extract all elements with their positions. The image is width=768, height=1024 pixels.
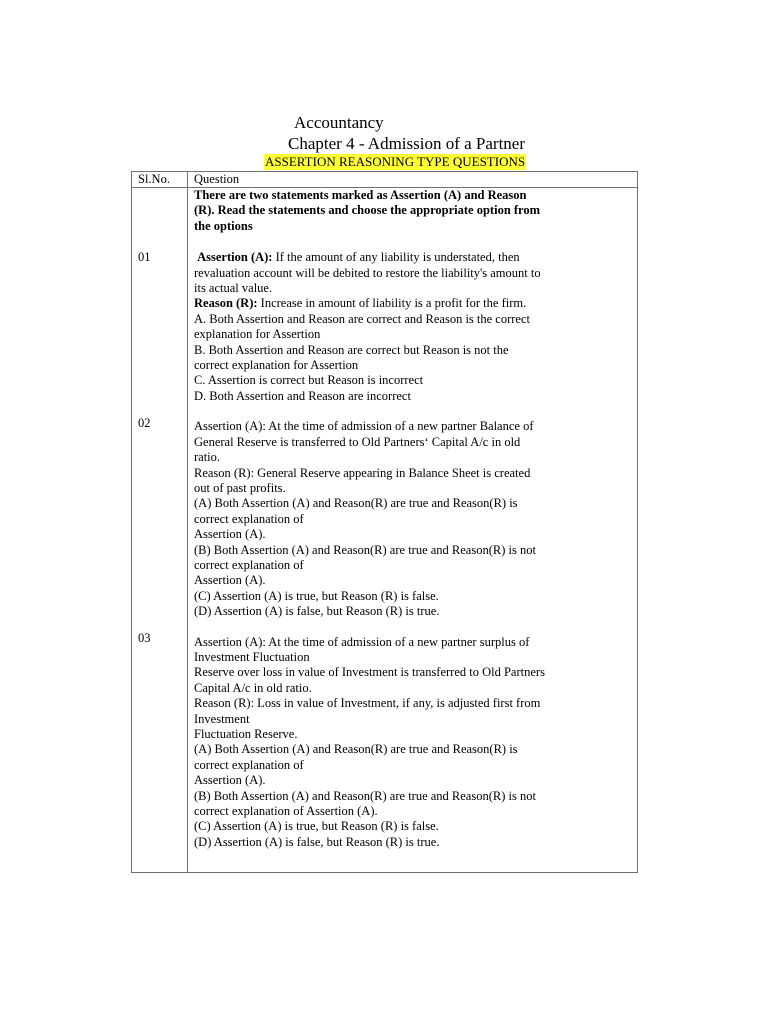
instruction-line: There are two statements marked as Assertion (A) and Reason [194,188,527,202]
questions-table [131,171,638,873]
reason-line [194,296,637,311]
question-line: correct explanation of [194,757,304,772]
question-line: Investment Fluctuation [194,649,310,664]
assertion-label: Assertion (A): [197,250,273,265]
assertion-text: If the amount of any liability is understated, then [272,250,520,265]
question-line: (D) Assertion (A) is false, but Reason (R) is true. [194,834,440,849]
question-line: Assertion (A). [194,573,266,588]
instruction-line: (R). Read the statements and choose the appropriate option from [194,203,541,218]
serial-number-column [132,188,188,873]
question-line: Fluctuation Reserve. [194,727,298,741]
question-03 [194,635,637,851]
question-number-02: 02 [138,416,151,431]
option-line: correct explanation for Assertion [194,358,359,373]
question-line: (B) Both Assertion (A) and Reason(R) are true and Reason(R) is not [194,542,536,557]
question-column [188,188,638,873]
question-line: Assertion (A): At the time of admission of a new partner Balance of [194,419,534,434]
header-question: Question [188,172,638,188]
question-line: Investment [194,711,250,726]
question-number-03: 03 [138,630,151,645]
option-line: B. Both Assertion and Reason are correct but Reason is not the [194,342,509,357]
header-sl-no: Sl.No. [132,172,188,188]
question-line: (D) Assertion (A) is false, but Reason (R) is true. [194,604,440,619]
assertion-line [194,250,637,265]
question-line: (C) Assertion (A) is true, but Reason (R) is false. [194,819,439,834]
document-subject: Accountancy [294,113,384,132]
question-line: Assertion (A): At the time of admission of a new partner surplus of [194,634,530,649]
chapter-title: Chapter 4 - Admission of a Partner [288,134,526,153]
question-line: Assertion (A). [194,527,266,542]
question-line: out of past profits. [194,480,286,495]
option-line: C. Assertion is correct but Reason is incorrect [194,373,424,388]
assertion-line: its actual value. [194,281,273,296]
option-line: D. Both Assertion and Reason are incorrect [194,388,411,403]
reason-text: Increase in amount of liability is a profit for the firm. [257,296,527,311]
table-header-row [132,172,638,188]
question-line: (A) Both Assertion (A) and Reason(R) are true and Reason(R) is [194,496,518,511]
assertion-line: revaluation account will be debited to restore the liability's amount to [194,265,541,280]
section-heading: ASSERTION REASONING TYPE QUESTIONS [265,154,526,169]
option-line: A. Both Assertion and Reason are correct and Reason is the correct [194,311,531,326]
question-line: Reserve over loss in value of Investment is transferred to Old Partners [194,665,545,680]
question-02 [194,419,637,619]
reason-label: Reason (R): [194,296,258,311]
question-01 [194,250,637,404]
question-line: ratio. [194,450,221,465]
question-line: correct explanation of [194,557,304,572]
instruction-line: the options [194,218,253,233]
question-line: correct explanation of [194,511,304,526]
question-number-01: 01 [138,250,151,264]
table-body-row [132,188,638,873]
question-line: (B) Both Assertion (A) and Reason(R) are true and Reason(R) is not [194,788,536,803]
question-line: (C) Assertion (A) is true, but Reason (R) is false. [194,588,439,603]
option-line: explanation for Assertion [194,327,321,342]
question-line: correct explanation of Assertion (A). [194,804,378,819]
question-line: (A) Both Assertion (A) and Reason(R) are true and Reason(R) is [194,742,518,757]
question-line: Capital A/c in old ratio. [194,680,312,695]
question-line: Assertion (A). [194,773,266,788]
question-line: Reason (R): General Reserve appearing in Balance Sheet is created [194,465,531,480]
question-line: General Reserve is transferred to Old Partners‘ Capital A/c in old [194,434,521,449]
question-line: Reason (R): Loss in value of Investment, if any, is adjusted first from [194,696,541,711]
